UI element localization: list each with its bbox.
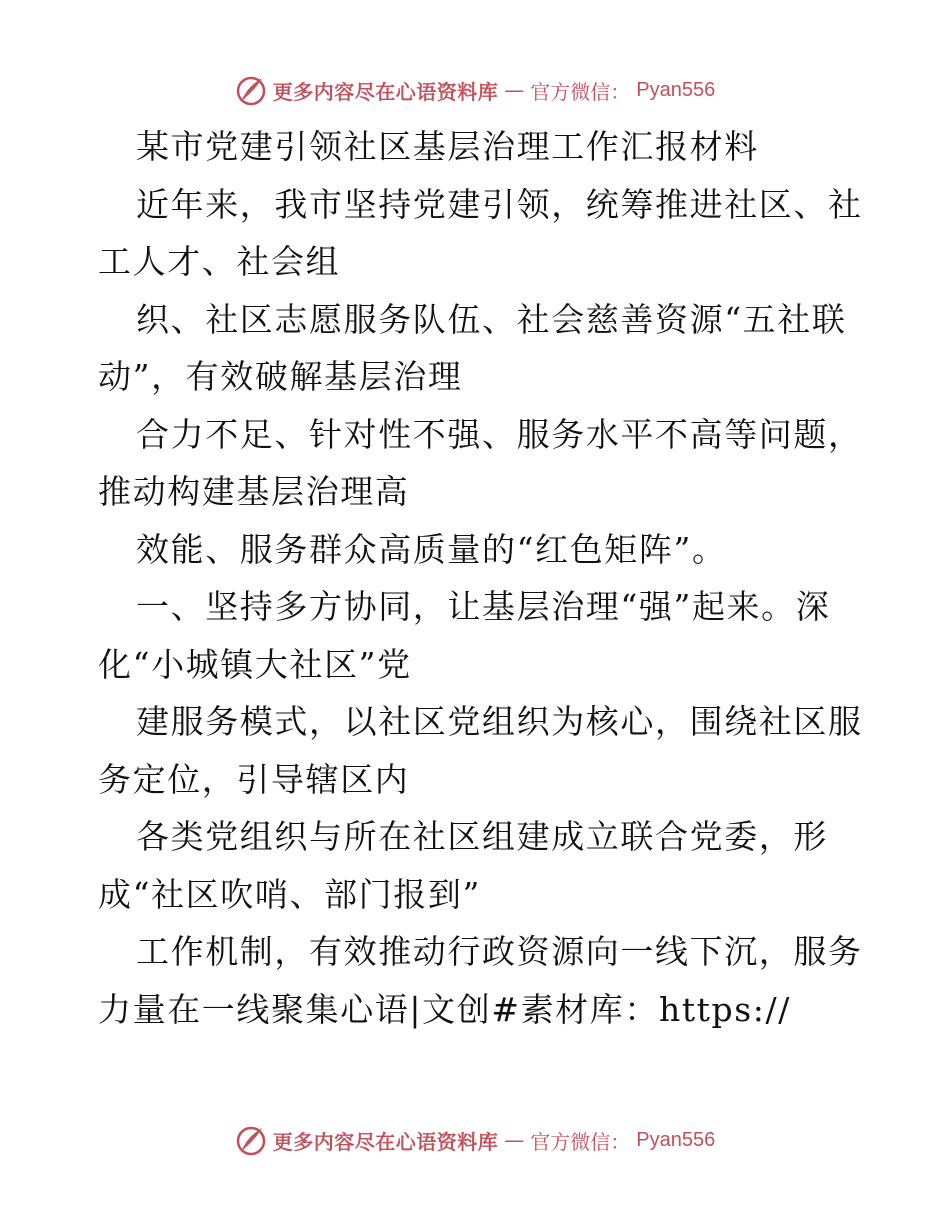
paragraph-line: 动”，有效破解基层治理 — [98, 357, 463, 396]
paragraph-line: 织、社区志愿服务队伍、社会慈善资源“五社联 — [136, 299, 847, 339]
watermark-wechat-account: Pyan556 — [636, 1128, 716, 1151]
paragraph-line: 工作机制，有效推动行政资源向一线下沉，服务 — [136, 932, 863, 971]
paragraph-line: 成“社区吹哨、部门报到” — [98, 874, 481, 914]
watermark-title: 更多内容尽在心语资料库 — [272, 79, 499, 104]
paragraph-line: 效能、服务群众高质量的“红色矩阵”。 — [136, 529, 727, 569]
watermark-wechat-account: Pyan556 — [636, 78, 716, 101]
document-title: 某市党建引领社区基层治理工作汇报材料 — [136, 127, 759, 166]
watermark-wechat-label: 官方微信： — [530, 79, 631, 104]
paragraph-line: 近年来，我市坚持党建引领，统筹推进社区、社 — [136, 184, 863, 224]
paragraph-line: 工人才、社会组 — [98, 242, 341, 281]
quill-logo-icon — [235, 1124, 267, 1156]
paragraph-line: 务定位，引导辖区内 — [98, 759, 410, 799]
paragraph-line: 推动构建基层治理高 — [98, 472, 410, 511]
paragraph-line: 化“小城镇大社区”党 — [98, 644, 412, 684]
quill-logo-icon — [235, 74, 267, 106]
watermark-header — [0, 70, 950, 110]
paragraph-line: 各类党组织与所在社区组建成立联合党委，形 — [136, 817, 828, 856]
paragraph-line: 力量在一线聚集心语|文创#素材库：https:// — [98, 989, 791, 1029]
section-heading-line: 一、坚持多方协同，让基层治理“强”起来。深 — [136, 587, 831, 626]
paragraph-line: 合力不足、针对性不强、服务水平不高等问题， — [136, 414, 863, 454]
watermark-separator: — — [504, 78, 525, 102]
watermark-wechat-label: 官方微信： — [530, 1129, 631, 1154]
watermark-title: 更多内容尽在心语资料库 — [272, 1129, 499, 1154]
paragraph-line: 建服务模式，以社区党组织为核心，围绕社区服 — [136, 702, 863, 741]
watermark-footer — [0, 1120, 950, 1160]
watermark-separator: — — [504, 1128, 525, 1152]
document-body — [98, 118, 863, 1038]
